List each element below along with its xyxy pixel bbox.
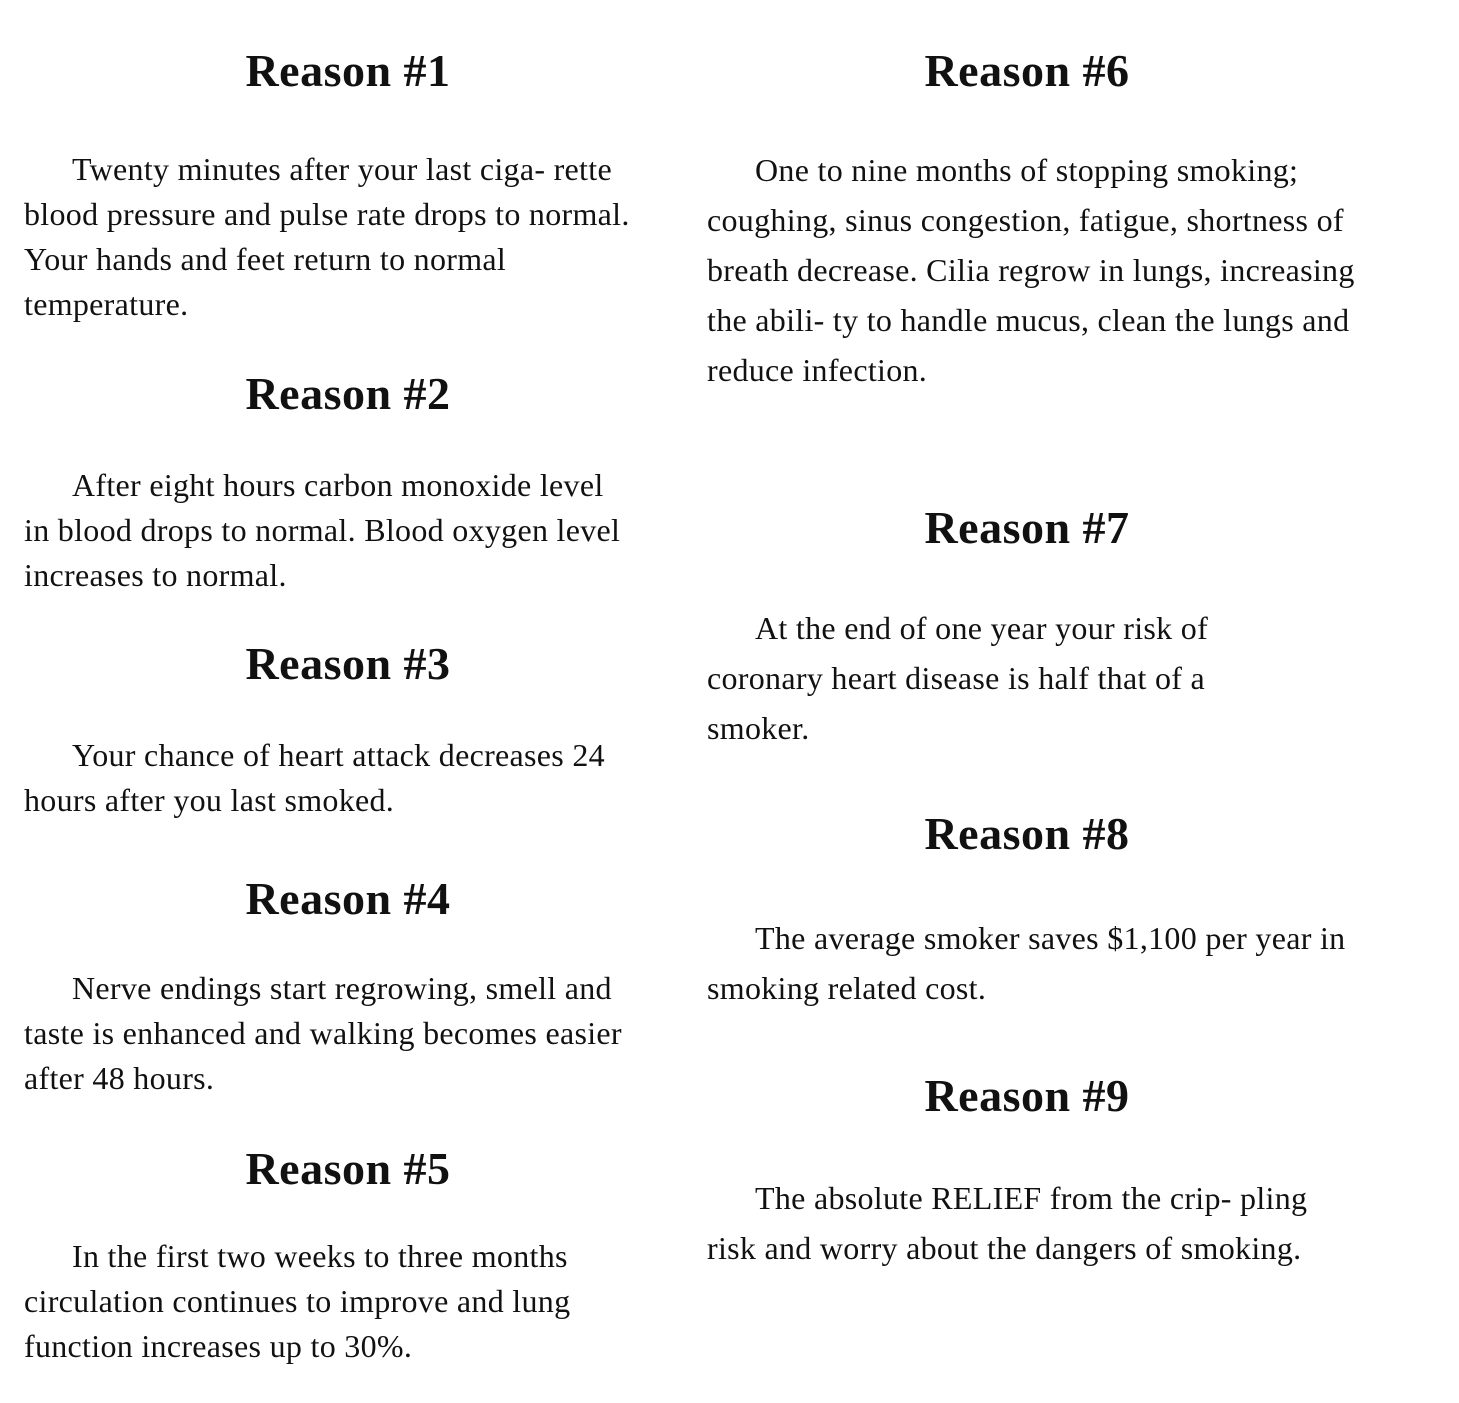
reason-heading-9: Reason #9 bbox=[924, 1070, 1130, 1121]
reason-body-1: Twenty minutes after your last ciga- rette blood pressure and pulse rate drops to normal. Your hands and feet return to normal temperature. bbox=[24, 151, 630, 322]
reason-body-8: The average smoker saves $1,100 per year in smoking related cost. bbox=[707, 920, 1346, 1006]
reason-body-5: In the first two weeks to three months circulation continues to improve and lung function increases up to 30%. bbox=[24, 1238, 571, 1364]
reason-body-2: After eight hours carbon monoxide level in blood drops to normal. Blood oxygen level increases to normal. bbox=[24, 467, 621, 593]
reason-section-1 bbox=[24, 45, 674, 327]
reason-section-3 bbox=[24, 638, 674, 823]
reason-section-2 bbox=[24, 368, 674, 598]
reason-section-7 bbox=[707, 502, 1377, 753]
reason-heading-1: Reason #1 bbox=[245, 45, 451, 96]
reason-body-7: At the end of one year your risk of coronary heart disease is half that of a smoker. bbox=[707, 610, 1209, 746]
reason-section-6 bbox=[707, 45, 1377, 395]
reason-body-4: Nerve endings start regrowing, smell and taste is enhanced and walking becomes easier after 48 hours. bbox=[24, 970, 622, 1096]
reason-heading-5: Reason #5 bbox=[245, 1143, 451, 1194]
reason-heading-4: Reason #4 bbox=[245, 873, 451, 924]
reason-section-8 bbox=[707, 808, 1377, 1013]
reason-section-4 bbox=[24, 873, 674, 1101]
reason-heading-6: Reason #6 bbox=[924, 45, 1130, 96]
reason-body-3: Your chance of heart attack decreases 24 hours after you last smoked. bbox=[24, 737, 605, 818]
reason-heading-2: Reason #2 bbox=[245, 368, 451, 419]
reason-body-6: One to nine months of stopping smoking; coughing, sinus congestion, fatigue, shortness of breath decrease. Cilia regrow in lungs, increasing the abili- ty to handle mucus, clean the lungs and reduce infection. bbox=[707, 152, 1355, 388]
reason-heading-8: Reason #8 bbox=[924, 808, 1130, 859]
reason-body-9: The absolute RELIEF from the crip- pling risk and worry about the dangers of smoking. bbox=[707, 1180, 1308, 1266]
reason-section-5 bbox=[24, 1143, 674, 1369]
reason-heading-7: Reason #7 bbox=[924, 502, 1130, 553]
reason-heading-3: Reason #3 bbox=[245, 638, 451, 689]
reason-section-9 bbox=[707, 1070, 1377, 1273]
